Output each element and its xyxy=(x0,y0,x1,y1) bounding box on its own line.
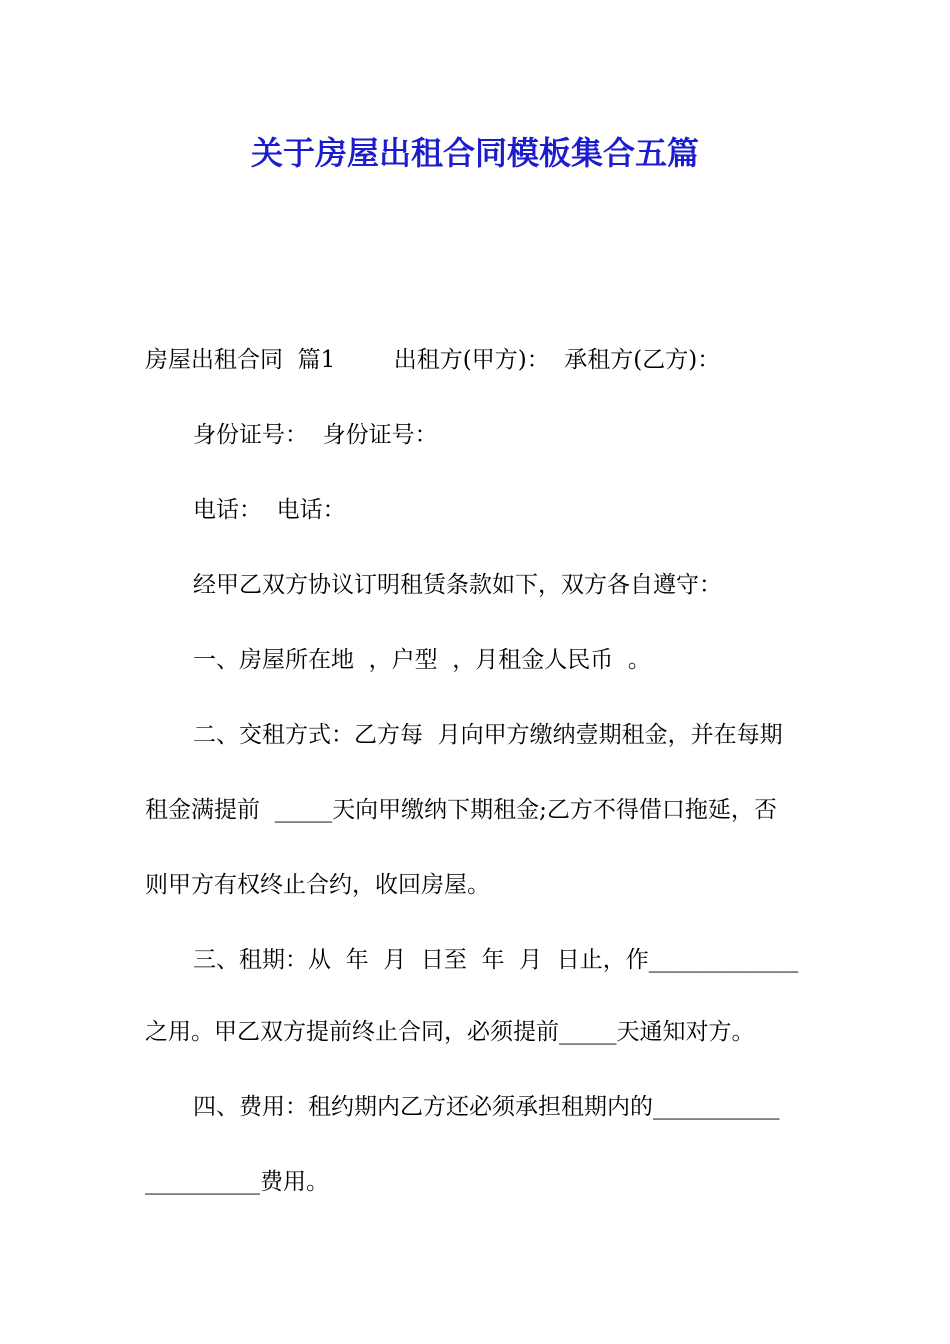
paragraph-agreement-intro: 经甲乙双方协议订明租赁条款如下，双方各自遵守： xyxy=(193,572,722,598)
paragraph-clause-2-line-2: 租金满提前 _____天向甲缴纳下期租金;乙方不得借口拖延，否 xyxy=(145,797,777,823)
document-title: 关于房屋出租合同模板集合五篇 xyxy=(250,134,699,172)
paragraph-id-numbers: 身份证号： 身份证号： xyxy=(193,422,438,448)
paragraph-phones: 电话： 电话： xyxy=(193,497,346,523)
paragraph-clause-4-line-2: __________费用。 xyxy=(145,1169,329,1195)
paragraph-clause-3-line-1: 三、租期：从 年 月 日至 年 月 日止，作_____________ xyxy=(193,947,799,973)
paragraph-contract-header: 房屋出租合同 篇1 出租方(甲方)： 承租方(乙方)： xyxy=(145,347,721,373)
paragraph-clause-2-line-1: 二、交租方式：乙方每 月向甲方缴纳壹期租金，并在每期 xyxy=(193,722,783,748)
paragraph-clause-4-line-1: 四、费用：租约期内乙方还必须承担租期内的___________ xyxy=(193,1094,780,1120)
paragraph-clause-3-line-2: 之用。甲乙双方提前终止合同，必须提前_____天通知对方。 xyxy=(145,1019,755,1045)
paragraph-clause-1: 一、房屋所在地 ，户型 ，月租金人民币 。 xyxy=(193,647,651,673)
paragraph-clause-2-line-3: 则甲方有权终止合约，收回房屋。 xyxy=(145,872,490,898)
